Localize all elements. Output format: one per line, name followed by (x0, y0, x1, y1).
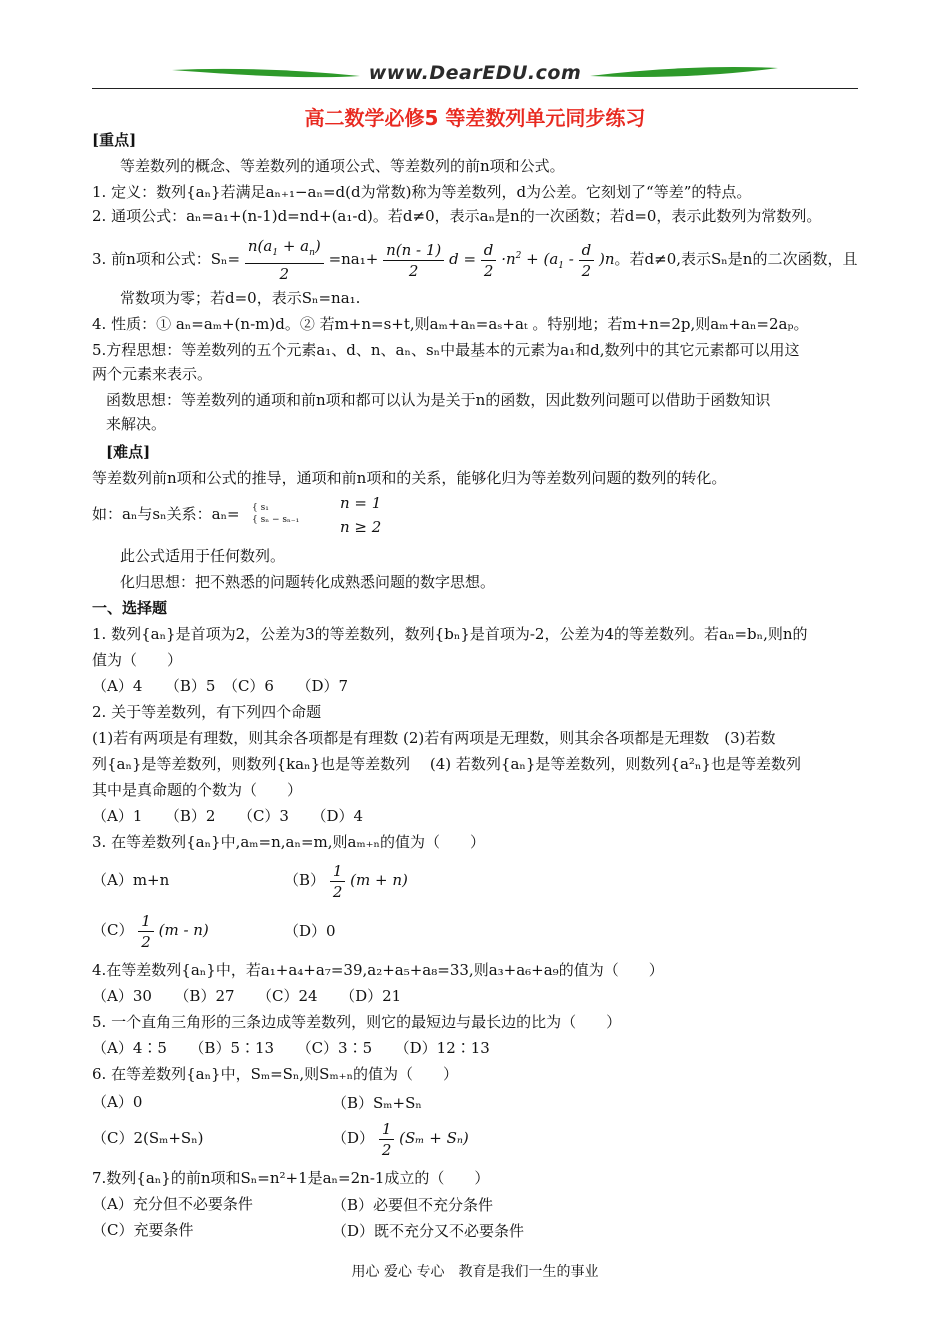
key-points-intro: 等差数列的概念、等差数列的通项公式、等差数列的前n项和公式。 (120, 157, 565, 175)
q6-stem: 6. 在等差数列{aₙ}中，Sₘ=Sₙ,则Sₘ₊ₙ的值为（ ） (92, 1065, 459, 1083)
q3-option-b (284, 858, 408, 902)
equation-idea-line-1: 5.方程思想：等差数列的五个元素a₁、d、n、aₙ、sₙ中最基本的元素为a₁和d,数列中的其它元素都可以用这 (92, 341, 800, 359)
q2-line-2: 列{aₙ}是等差数列，则数列{kaₙ}也是等差数列 (4) 若数列{aₙ}是等差数列，则数列{a²ₙ}也是等差数列 (92, 755, 801, 773)
formula-applies-line: 此公式适用于任何数列。 (120, 547, 286, 565)
q2-options: （A）1 （B）2 （C）3 （D）4 (92, 807, 364, 825)
sum-formula-suffix: 。若d≠0,表示Sₙ是n的二次函数，且 (614, 250, 858, 268)
q7-option-c: （C）充要条件 (92, 1221, 194, 1239)
q6-option-b: （B）Sₘ+Sₙ (332, 1094, 422, 1112)
sum-formula-prefix: 3. 前n项和公式：Sₙ= (92, 250, 241, 268)
header-rule (92, 88, 858, 89)
sum-formula-line: 3. 前n项和公式：Sₙ= $\frac{n(a_1 + a_n)}{2}$ =na₁+ $\frac{n(n - 1)}{2}$ d = $\frac{d}{2}$ $\cdot n^2 + (a_1$ - $\frac{d}{2}$ )n。若d≠0,表示Sₙ是n的二次函数，且 (92, 237, 858, 283)
sum-fraction-3: $\frac{d}{2}$ (481, 240, 497, 281)
reduction-idea-line: 化归思想：把不熟悉的问题转化成熟悉问题的数字思想。 (120, 573, 496, 591)
q7-option-d: （D）既不充分又不必要条件 (332, 1222, 525, 1240)
sum-fraction-1: $\frac{n(a_1 + a_n)}{2}$ (245, 236, 324, 284)
page-title: 高二数学必修5 等差数列单元同步练习 (304, 106, 646, 130)
q1-line-2: 值为（ ） (92, 651, 183, 669)
difficult-points-heading: [难点] (106, 443, 151, 461)
q5-options: （A）4∶5 （B）5∶13 （C）3∶5 （D）12∶13 (92, 1039, 490, 1057)
q3-option-b-expr: (m + n) (350, 871, 408, 889)
q6-option-d-fraction: $\frac{1}{2}$ (379, 1119, 395, 1160)
q6-option-a: （A）0 (92, 1093, 143, 1111)
sum-fraction-2: $\frac{n(n - 1)}{2}$ (383, 240, 444, 281)
piecewise-cond-2: n ≥ 2 (340, 518, 382, 536)
q3-option-c-expr: (m - n) (158, 921, 209, 939)
difficult-points-line: 等差数列前n项和公式的推导，通项和前n项和的关系，能够化归为等差数列问题的数列的转化。 (92, 469, 727, 487)
properties-line: 4. 性质：① aₙ=aₘ+(n-m)d。② 若m+n=s+t,则aₘ+aₙ=aₛ+aₜ 。特别地；若m+n=2p,则aₘ+aₙ=2aₚ。 (92, 315, 809, 333)
sum-formula-mid: =na₁+ (328, 250, 379, 268)
q2-line-1: (1)若有两项是有理数，则其余各项都是有理数 (2)若有两项是无理数，则其余各项都是无理数 (3)若数 (92, 729, 776, 747)
q5-stem: 5. 一个直角三角形的三条边成等差数列，则它的最短边与最长边的比为（ ） (92, 1013, 622, 1031)
piecewise-cond-1: n = 1 (340, 494, 382, 512)
general-term-line: 2. 通项公式：aₙ=a₁+(n-1)d=nd+(a₁-d)。若d≠0，表示aₙ是n的一次函数；若d=0，表示此数列为常数列。 (92, 207, 822, 225)
q3-option-b-fraction: $\frac{1}{2}$ (330, 861, 346, 902)
piecewise-case-1: s₁ (260, 503, 269, 513)
q3-option-c-label: （C） (92, 921, 134, 939)
q3-option-c (92, 908, 209, 952)
site-logo (170, 62, 780, 88)
q2-line-3: 其中是真命题的个数为（ ） (92, 781, 303, 799)
q3-option-c-fraction: $\frac{1}{2}$ (138, 911, 154, 952)
q3-stem: 3. 在等差数列{aₙ}中,aₘ=n,aₙ=m,则aₘ₊ₙ的值为（ ） (92, 833, 486, 851)
sum-formula-cont: 常数项为零；若d=0，表示Sₙ=na₁. (120, 289, 361, 307)
q3-option-b-label: （B） (284, 871, 326, 889)
equation-idea-line-2: 两个元素来表示。 (92, 365, 213, 383)
key-points-heading: [重点] (92, 131, 137, 149)
q2-stem: 2. 关于等差数列，有下列四个命题 (92, 703, 322, 721)
piecewise-case-2: sₙ − sₙ₋₁ (260, 515, 300, 525)
q6-option-d (332, 1116, 469, 1160)
piecewise-prefix: 如：aₙ与sₙ关系：aₙ= (92, 505, 240, 523)
function-idea-line-2: 来解决。 (106, 415, 167, 433)
q1-options: （A）4 （B）5 （C）6 （D）7 (92, 677, 349, 695)
q4-options: （A）30 （B）27 （C）24 （D）21 (92, 987, 402, 1005)
function-idea-line-1: 函数思想：等差数列的通项和前n项和都可以认为是关于n的函数，因此数列问题可以借助于函数知识 (106, 391, 771, 409)
definition-line: 1. 定义：数列{aₙ}若满足aₙ₊₁−aₙ=d(d为常数)称为等差数列，d为公差。它刻划了“等差”的特点。 (92, 183, 752, 201)
q6-option-c: （C）2(Sₘ+Sₙ) (92, 1129, 204, 1147)
q6-option-d-expr: (Sₘ + Sₙ) (399, 1129, 469, 1147)
q7-stem: 7.数列{aₙ}的前n项和Sₙ=n²+1是aₙ=2n-1成立的（ ） (92, 1169, 490, 1187)
q4-stem: 4.在等差数列{aₙ}中，若a₁+a₄+a₇=39,a₂+a₅+a₈=33,则a₃+a₆+a₉的值为（ ） (92, 961, 664, 979)
section-heading: 一、选择题 (92, 599, 168, 617)
q1-line-1: 1. 数列{aₙ}是首项为2，公差为3的等差数列，数列{bₙ}是首项为-2，公差为4的等差数列。若aₙ=bₙ,则n的 (92, 625, 808, 643)
q3-option-a: （A）m+n (92, 871, 170, 889)
site-url: www.DearEDU.com (368, 62, 582, 84)
piecewise-cases: { s₁ { sₙ − sₙ₋₁ (252, 503, 300, 525)
sum-fraction-4: $\frac{d}{2}$ (579, 240, 595, 281)
q6-option-d-label: （D） (332, 1129, 375, 1147)
q7-option-b: （B）必要但不充分条件 (332, 1196, 494, 1214)
page-footer: 用心 爱心 专心 教育是我们一生的事业 (351, 1264, 599, 1280)
q7-option-a: （A）充分但不必要条件 (92, 1195, 253, 1213)
q3-option-d: （D）0 (284, 922, 336, 940)
